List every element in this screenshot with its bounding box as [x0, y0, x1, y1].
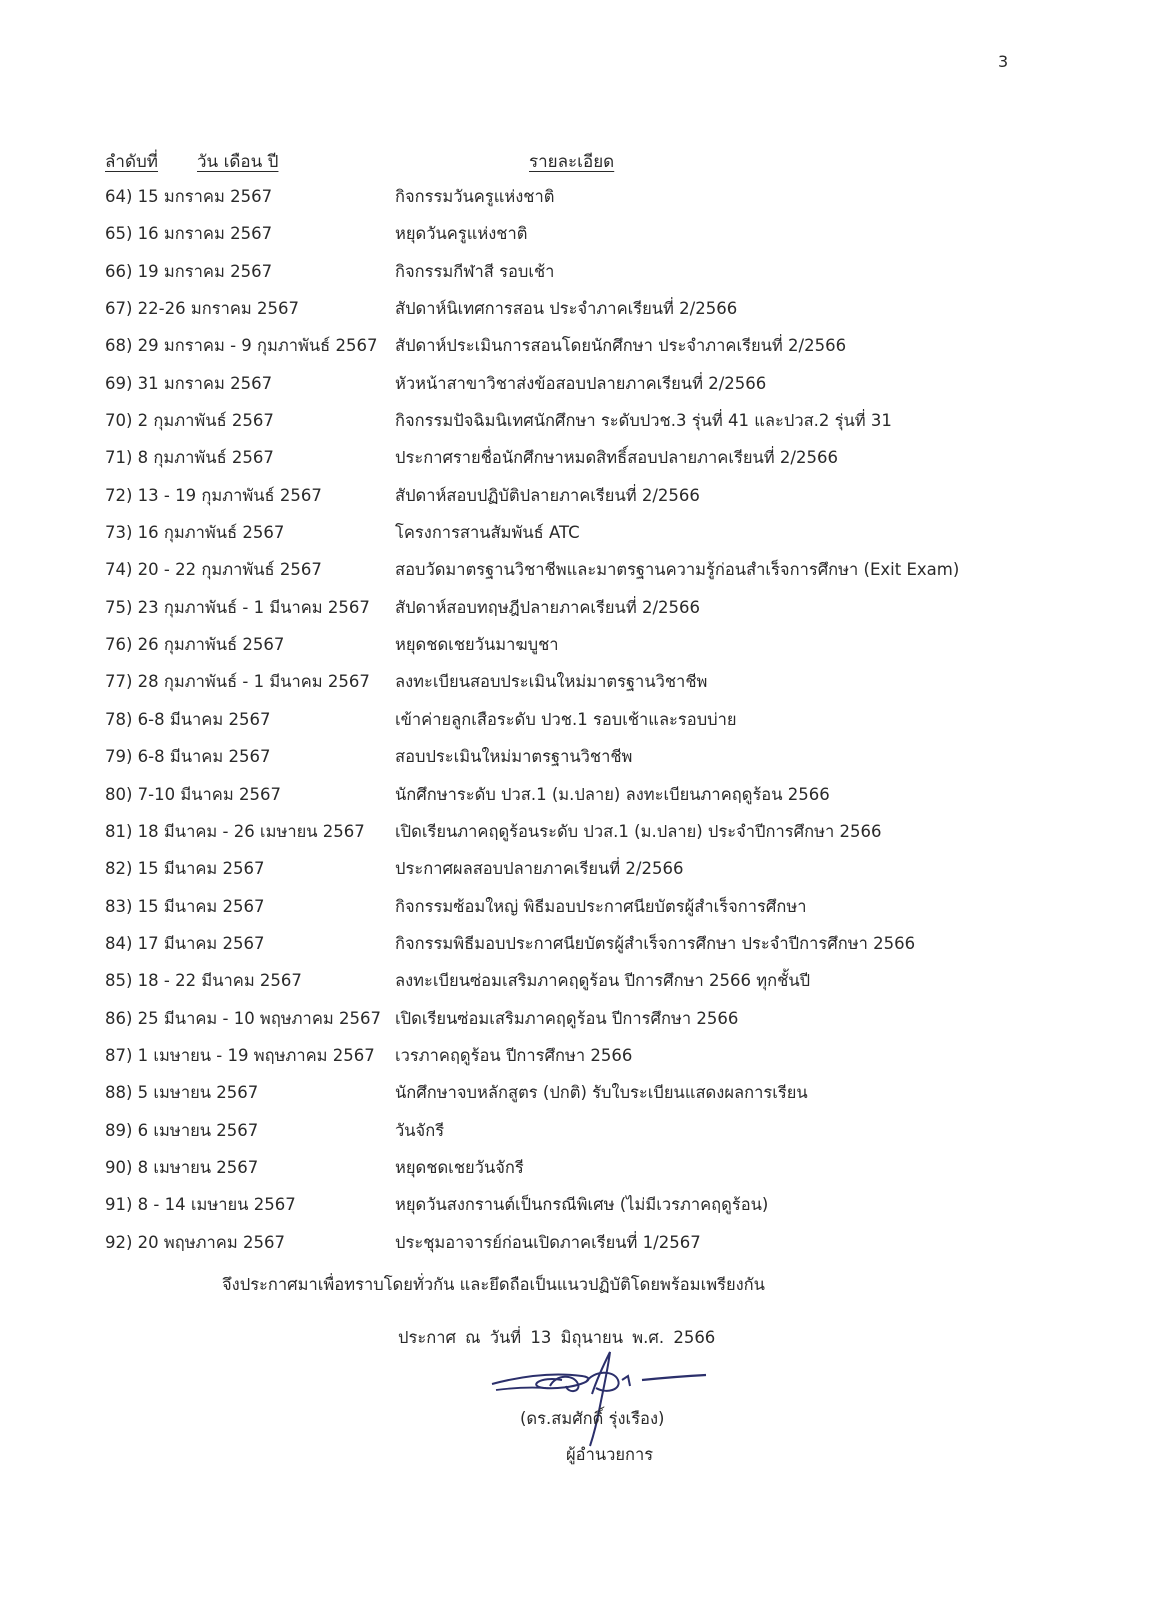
schedule-date: 79) 6-8 มีนาคม 2567	[105, 747, 271, 767]
schedule-date: 72) 13 - 19 กุมภาพันธ์ 2567	[105, 485, 322, 505]
schedule-date: 84) 17 มีนาคม 2567	[105, 933, 265, 953]
schedule-detail: กิจกรรมพิธีมอบประกาศนียบัตรผู้สำเร็จการศึกษา ประจำปีการศึกษา 2566	[395, 933, 916, 953]
schedule-detail: เปิดเรียนภาคฤดูร้อนระดับ ปวส.1 (ม.ปลาย) ประจำปีการศึกษา 2566	[395, 821, 882, 841]
schedule-detail: หยุดชดเชยวันจักรี	[395, 1157, 524, 1177]
schedule-row	[105, 968, 1105, 1005]
schedule-row	[105, 894, 1105, 931]
schedule-row	[105, 184, 1105, 221]
schedule-row	[105, 371, 1105, 408]
schedule-row	[105, 1155, 1105, 1192]
schedule-detail: กิจกรรมซ้อมใหญ่ พิธีมอบประกาศนียบัตรผู้สำเร็จการศึกษา	[395, 896, 807, 916]
schedule-row	[105, 856, 1105, 893]
schedule-detail: ลงทะเบียนซ่อมเสริมภาคฤดูร้อน ปีการศึกษา 2566 ทุกชั้นปี	[395, 971, 811, 991]
schedule-date: 68) 29 มกราคม - 9 กุมภาพันธ์ 2567	[105, 336, 378, 356]
schedule-date: 86) 25 มีนาคม - 10 พฤษภาคม 2567	[105, 1008, 381, 1028]
schedule-row	[105, 408, 1105, 445]
schedule-row	[105, 445, 1105, 482]
schedule-detail: หยุดวันครูแห่งชาติ	[395, 224, 528, 244]
schedule-row	[105, 1043, 1105, 1080]
schedule-row	[105, 483, 1105, 520]
schedule-detail: กิจกรรมวันครูแห่งชาติ	[395, 187, 555, 206]
schedule-detail: โครงการสานสัมพันธ์ ATC	[395, 523, 580, 543]
schedule-detail: นักศึกษาจบหลักสูตร (ปกติ) รับใบระเบียนแสดงผลการเรียน	[395, 1083, 808, 1103]
announcement-date: ประกาศ ณ วันที่ 13 มิถุนายน พ.ศ. 2566	[398, 1328, 716, 1347]
schedule-detail: สอบวัดมาตรฐานวิชาชีพและมาตรฐานความรู้ก่อนสำเร็จการศึกษา (Exit Exam)	[395, 560, 960, 580]
schedule-detail: สอบประเมินใหม่มาตรฐานวิชาชีพ	[395, 747, 633, 767]
schedule-detail: ประกาศผลสอบปลายภาคเรียนที่ 2/2566	[395, 859, 684, 879]
schedule-date: 80) 7-10 มีนาคม 2567	[105, 784, 281, 804]
schedule-row	[105, 819, 1105, 856]
schedule-date: 81) 18 มีนาคม - 26 เมษายน 2567	[105, 821, 365, 841]
schedule-date: 65) 16 มกราคม 2567	[105, 224, 273, 244]
schedule-detail: หยุดวันสงกรานต์เป็นกรณีพิเศษ (ไม่มีเวรภาคฤดูร้อน)	[395, 1195, 769, 1215]
schedule-date: 91) 8 - 14 เมษายน 2567	[105, 1195, 296, 1215]
schedule-detail: หัวหน้าสาขาวิชาส่งข้อสอบปลายภาคเรียนที่ 2/2566	[395, 373, 767, 393]
schedule-row	[105, 744, 1105, 781]
schedule-detail: เปิดเรียนซ่อมเสริมภาคฤดูร้อน ปีการศึกษา 2566	[395, 1008, 739, 1028]
schedule-row	[105, 707, 1105, 744]
table-header	[105, 148, 1005, 178]
schedule-row	[105, 595, 1105, 632]
schedule-date: 83) 15 มีนาคม 2567	[105, 896, 265, 916]
schedule-date: 92) 20 พฤษภาคม 2567	[105, 1232, 285, 1252]
closing-statement: จึงประกาศมาเพื่อทราบโดยทั่วกัน และยึดถือเป็นแนวปฏิบัติโดยพร้อมเพรียงกัน	[222, 1275, 765, 1294]
schedule-row	[105, 333, 1105, 370]
schedule-row	[105, 632, 1105, 669]
schedule-date: 77) 28 กุมภาพันธ์ - 1 มีนาคม 2567	[105, 672, 370, 692]
schedule-detail: เข้าค่ายลูกเสือระดับ ปวช.1 รอบเช้าและรอบบ่าย	[395, 709, 737, 729]
page-number: 3	[998, 52, 1009, 71]
schedule-date: 71) 8 กุมภาพันธ์ 2567	[105, 448, 274, 468]
schedule-detail: สัปดาห์สอบปฏิบัติปลายภาคเรียนที่ 2/2566	[395, 485, 700, 505]
schedule-detail: ประชุมอาจารย์ก่อนเปิดภาคเรียนที่ 1/2567	[395, 1232, 701, 1252]
schedule-row	[105, 1192, 1105, 1229]
schedule-date: 70) 2 กุมภาพันธ์ 2567	[105, 411, 274, 431]
schedule-row	[105, 557, 1105, 594]
schedule-row	[105, 520, 1105, 557]
schedule-detail: ประกาศรายชื่อนักศึกษาหมดสิทธิ์สอบปลายภาคเรียนที่ 2/2566	[395, 448, 838, 468]
schedule-date: 88) 5 เมษายน 2567	[105, 1083, 259, 1103]
signer-name: (ดร.สมศักดิ์ รุ่งเรือง)	[520, 1409, 665, 1428]
column-header-number: ลำดับที่	[105, 152, 159, 172]
schedule-date: 69) 31 มกราคม 2567	[105, 373, 273, 393]
schedule-date: 76) 26 กุมภาพันธ์ 2567	[105, 635, 285, 655]
schedule-list	[105, 184, 1105, 1267]
schedule-date: 64) 15 มกราคม 2567	[105, 187, 273, 206]
schedule-row	[105, 296, 1105, 333]
schedule-date: 85) 18 - 22 มีนาคม 2567	[105, 971, 302, 991]
schedule-row	[105, 221, 1105, 258]
schedule-date: 75) 23 กุมภาพันธ์ - 1 มีนาคม 2567	[105, 597, 370, 617]
schedule-date: 90) 8 เมษายน 2567	[105, 1157, 259, 1177]
column-header-date: วัน เดือน ปี	[197, 152, 279, 172]
schedule-date: 74) 20 - 22 กุมภาพันธ์ 2567	[105, 560, 322, 580]
schedule-detail: เวรภาคฤดูร้อน ปีการศึกษา 2566	[395, 1045, 633, 1065]
signer-title: ผู้อำนวยการ	[566, 1445, 654, 1464]
schedule-date: 82) 15 มีนาคม 2567	[105, 859, 265, 879]
schedule-row	[105, 782, 1105, 819]
schedule-date: 66) 19 มกราคม 2567	[105, 261, 273, 281]
column-header-detail: รายละเอียด	[529, 152, 615, 172]
schedule-row	[105, 1118, 1105, 1155]
schedule-row	[105, 259, 1105, 296]
schedule-row	[105, 931, 1105, 968]
schedule-detail: กิจกรรมกีฬาสี รอบเช้า	[395, 261, 555, 281]
schedule-row	[105, 669, 1105, 706]
schedule-date: 87) 1 เมษายน - 19 พฤษภาคม 2567	[105, 1045, 375, 1065]
schedule-date: 73) 16 กุมภาพันธ์ 2567	[105, 523, 285, 543]
schedule-row	[105, 1080, 1105, 1117]
signature-image	[482, 1346, 722, 1456]
schedule-detail: วันจักรี	[395, 1120, 445, 1140]
schedule-detail: สัปดาห์ประเมินการสอนโดยนักศึกษา ประจำภาคเรียนที่ 2/2566	[395, 336, 847, 356]
schedule-date: 78) 6-8 มีนาคม 2567	[105, 709, 271, 729]
schedule-date: 89) 6 เมษายน 2567	[105, 1120, 259, 1140]
schedule-detail: สัปดาห์สอบทฤษฎีปลายภาคเรียนที่ 2/2566	[395, 597, 700, 617]
schedule-detail: ลงทะเบียนสอบประเมินใหม่มาตรฐานวิชาชีพ	[395, 672, 708, 692]
schedule-row	[105, 1230, 1105, 1267]
schedule-detail: กิจกรรมปัจฉิมนิเทศนักศึกษา ระดับปวช.3 รุ่นที่ 41 และปวส.2 รุ่นที่ 31	[395, 411, 892, 431]
schedule-detail: สัปดาห์นิเทศการสอน ประจำภาคเรียนที่ 2/2566	[395, 299, 738, 319]
schedule-detail: หยุดชดเชยวันมาฆบูชา	[395, 635, 559, 655]
schedule-row	[105, 1006, 1105, 1043]
schedule-date: 67) 22-26 มกราคม 2567	[105, 299, 300, 319]
schedule-detail: นักศึกษาระดับ ปวส.1 (ม.ปลาย) ลงทะเบียนภาคฤดูร้อน 2566	[395, 784, 830, 804]
